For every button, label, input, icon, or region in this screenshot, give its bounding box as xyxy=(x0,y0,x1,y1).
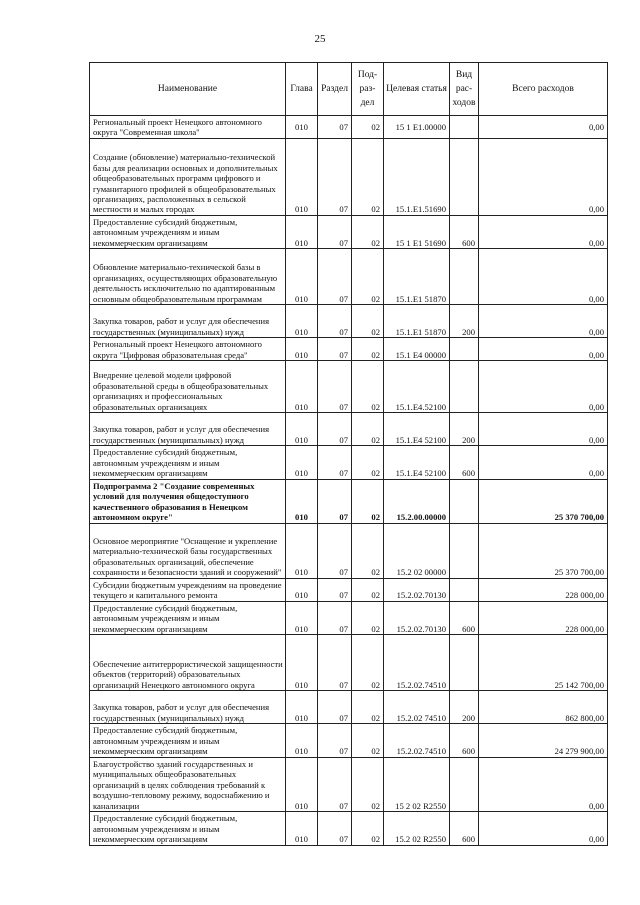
cell-target: 15.2.02.70130 xyxy=(384,601,450,634)
cell-total: 0,00 xyxy=(479,215,608,248)
cell-section: 07 xyxy=(318,338,352,361)
cell-name: Субсидии бюджетным учреждениям на проведение текущего и капитального ремонта xyxy=(90,578,286,601)
cell-subsection: 02 xyxy=(352,361,384,413)
cell-target: 15 1 E1 51690 xyxy=(384,215,450,248)
cell-total: 25 370 700,00 xyxy=(479,523,608,578)
cell-chapter: 010 xyxy=(286,757,318,811)
cell-target: 15.2 02 R2550 xyxy=(384,812,450,845)
table-row xyxy=(90,138,608,215)
cell-name: Благоустройство зданий государственных и муниципальных общеобразовательных организаций в целях соблюдения требований к воздушно-тепловому режиму, водоснабжению и канализации xyxy=(90,757,286,811)
header-row xyxy=(90,63,608,116)
cell-section: 07 xyxy=(318,691,352,724)
cell-subsection: 02 xyxy=(352,757,384,811)
table-row xyxy=(90,249,608,305)
table-row xyxy=(90,215,608,248)
cell-target: 15.2.02 74510 xyxy=(384,691,450,724)
cell-expense-type xyxy=(450,479,479,523)
table-row xyxy=(90,116,608,139)
cell-name: Предоставление субсидий бюджетным, автономным учреждениям и иным некоммерческим организациям xyxy=(90,215,286,248)
cell-total: 0,00 xyxy=(479,138,608,215)
table-row xyxy=(90,635,608,691)
cell-target: 15.2.02.74510 xyxy=(384,724,450,757)
cell-section: 07 xyxy=(318,249,352,305)
cell-name: Предоставление субсидий бюджетным, автономным учреждениям и иным некоммерческим организациям xyxy=(90,812,286,845)
cell-name: Внедрение целевой модели цифровой образовательной среды в общеобразовательных организациях и профессиональных образовательных организациях xyxy=(90,361,286,413)
cell-subsection: 02 xyxy=(352,724,384,757)
cell-chapter: 010 xyxy=(286,724,318,757)
table-row xyxy=(90,523,608,578)
cell-name: Закупка товаров, работ и услуг для обеспечения государственных (муниципальных) нужд xyxy=(90,413,286,446)
cell-expense-type: 200 xyxy=(450,305,479,338)
cell-name: Основное мероприятие "Оснащение и укрепление материально-технической базы государственных образовательных организаций, обеспечение сохранности и безопасности зданий и сооружений" xyxy=(90,523,286,578)
cell-name: Создание (обновление) материально-технической базы для реализации основных и дополнительных общеобразовательных программ цифрового и гуманитарного профилей в общеобразовательных организациях, расположенных в сельской местности и малых городах xyxy=(90,138,286,215)
cell-target: 15.2.02.70130 xyxy=(384,578,450,601)
page-number: 25 xyxy=(314,33,326,45)
cell-chapter: 010 xyxy=(286,138,318,215)
cell-expense-type: 600 xyxy=(450,215,479,248)
cell-expense-type: 200 xyxy=(450,413,479,446)
cell-expense-type xyxy=(450,523,479,578)
cell-name: Предоставление субсидий бюджетным, автономным учреждениям и иным некоммерческим организациям xyxy=(90,601,286,634)
header-total: Всего расходов xyxy=(479,63,608,116)
cell-total: 24 279 900,00 xyxy=(479,724,608,757)
cell-total: 0,00 xyxy=(479,812,608,845)
cell-subsection: 02 xyxy=(352,523,384,578)
cell-total: 0,00 xyxy=(479,446,608,479)
cell-subsection: 02 xyxy=(352,116,384,139)
table-row xyxy=(90,724,608,757)
cell-total: 25 142 700,00 xyxy=(479,635,608,691)
header-name: Наименование xyxy=(90,63,286,116)
cell-target: 15.1 E4 00000 xyxy=(384,338,450,361)
cell-chapter: 010 xyxy=(286,601,318,634)
cell-subsection: 02 xyxy=(352,691,384,724)
cell-chapter: 010 xyxy=(286,812,318,845)
cell-chapter: 010 xyxy=(286,578,318,601)
cell-expense-type: 200 xyxy=(450,691,479,724)
cell-target: 15 2 02 R2550 xyxy=(384,757,450,811)
cell-subsection: 02 xyxy=(352,338,384,361)
cell-section: 07 xyxy=(318,215,352,248)
cell-total: 25 370 700,00 xyxy=(479,479,608,523)
cell-section: 07 xyxy=(318,138,352,215)
table-row xyxy=(90,305,608,338)
cell-total: 0,00 xyxy=(479,413,608,446)
cell-subsection: 02 xyxy=(352,812,384,845)
cell-name: Обновление материально-технической базы в организациях, осуществляющих образовательную деятельность исключительно по адаптированным основным общеобразовательным программам xyxy=(90,249,286,305)
cell-target: 15.1.E4.52100 xyxy=(384,361,450,413)
cell-chapter: 010 xyxy=(286,635,318,691)
table-row xyxy=(90,361,608,413)
budget-table xyxy=(89,62,608,846)
cell-subsection: 02 xyxy=(352,215,384,248)
table-row xyxy=(90,479,608,523)
cell-total: 0,00 xyxy=(479,116,608,139)
cell-expense-type xyxy=(450,635,479,691)
cell-section: 07 xyxy=(318,635,352,691)
cell-expense-type xyxy=(450,361,479,413)
cell-subsection: 02 xyxy=(352,479,384,523)
table-row xyxy=(90,691,608,724)
cell-expense-type: 600 xyxy=(450,446,479,479)
cell-target: 15.2.00.00000 xyxy=(384,479,450,523)
cell-section: 07 xyxy=(318,446,352,479)
cell-chapter: 010 xyxy=(286,116,318,139)
table-row xyxy=(90,812,608,845)
cell-total: 228 000,00 xyxy=(479,578,608,601)
cell-target: 15.2.02.74510 xyxy=(384,635,450,691)
cell-chapter: 010 xyxy=(286,361,318,413)
cell-chapter: 010 xyxy=(286,446,318,479)
cell-expense-type xyxy=(450,338,479,361)
cell-section: 07 xyxy=(318,724,352,757)
cell-expense-type xyxy=(450,249,479,305)
cell-target: 15 1 E1.00000 xyxy=(384,116,450,139)
cell-expense-type: 600 xyxy=(450,812,479,845)
cell-section: 07 xyxy=(318,116,352,139)
cell-name: Предоставление субсидий бюджетным, автономным учреждениям и иным некоммерческим организациям xyxy=(90,724,286,757)
cell-subsection: 02 xyxy=(352,578,384,601)
cell-section: 07 xyxy=(318,413,352,446)
cell-chapter: 010 xyxy=(286,479,318,523)
table-row xyxy=(90,578,608,601)
cell-section: 07 xyxy=(318,523,352,578)
cell-target: 15.2 02 00000 xyxy=(384,523,450,578)
cell-name: Закупка товаров, работ и услуг для обеспечения государственных (муниципальных) нужд xyxy=(90,305,286,338)
cell-chapter: 010 xyxy=(286,523,318,578)
cell-total: 862 800,00 xyxy=(479,691,608,724)
cell-section: 07 xyxy=(318,601,352,634)
cell-subsection: 02 xyxy=(352,249,384,305)
cell-section: 07 xyxy=(318,578,352,601)
cell-chapter: 010 xyxy=(286,338,318,361)
cell-section: 07 xyxy=(318,812,352,845)
table-row xyxy=(90,413,608,446)
table-row xyxy=(90,446,608,479)
cell-target: 15.1.E1.51690 xyxy=(384,138,450,215)
cell-total: 0,00 xyxy=(479,305,608,338)
cell-section: 07 xyxy=(318,479,352,523)
cell-name: Закупка товаров, работ и услуг для обеспечения государственных (муниципальных) нужд xyxy=(90,691,286,724)
cell-name: Предоставление субсидий бюджетным, автономным учреждениям и иным некоммерческим организациям xyxy=(90,446,286,479)
cell-total: 0,00 xyxy=(479,361,608,413)
cell-chapter: 010 xyxy=(286,215,318,248)
cell-total: 0,00 xyxy=(479,249,608,305)
cell-subsection: 02 xyxy=(352,138,384,215)
header-section: Раздел xyxy=(318,63,352,116)
cell-section: 07 xyxy=(318,757,352,811)
table-row xyxy=(90,601,608,634)
cell-expense-type xyxy=(450,757,479,811)
cell-subsection: 02 xyxy=(352,601,384,634)
cell-chapter: 010 xyxy=(286,691,318,724)
table-row xyxy=(90,757,608,811)
cell-section: 07 xyxy=(318,305,352,338)
header-subsection: Под-раз-дел xyxy=(352,63,384,116)
cell-subsection: 02 xyxy=(352,413,384,446)
cell-name: Региональный проект Ненецкого автономного округа "Цифровая образовательная среда" xyxy=(90,338,286,361)
cell-chapter: 010 xyxy=(286,305,318,338)
cell-target: 15.1.E4 52100 xyxy=(384,446,450,479)
cell-expense-type: 600 xyxy=(450,724,479,757)
cell-section: 07 xyxy=(318,361,352,413)
header-chapter: Глава xyxy=(286,63,318,116)
cell-name: Обеспечение антитеррористической защищенности объектов (территорий) образовательных организаций Ненецкого автономного округа xyxy=(90,635,286,691)
cell-expense-type: 600 xyxy=(450,601,479,634)
header-expense-type: Вид рас-ходов xyxy=(450,63,479,116)
cell-name: Подпрограмма 2 "Создание современных условий для получения общедоступного качественного образования в Ненецком автономном округе" xyxy=(90,479,286,523)
cell-total: 0,00 xyxy=(479,757,608,811)
cell-target: 15.1.E4 52100 xyxy=(384,413,450,446)
cell-total: 0,00 xyxy=(479,338,608,361)
cell-expense-type xyxy=(450,116,479,139)
cell-expense-type xyxy=(450,578,479,601)
cell-expense-type xyxy=(450,138,479,215)
table-body xyxy=(90,116,608,846)
cell-target: 15.1.E1 51870 xyxy=(384,249,450,305)
table-row xyxy=(90,338,608,361)
header-target: Целевая статья xyxy=(384,63,450,116)
cell-name: Региональный проект Ненецкого автономного округа "Современная школа" xyxy=(90,116,286,139)
cell-subsection: 02 xyxy=(352,446,384,479)
cell-subsection: 02 xyxy=(352,305,384,338)
cell-target: 15.1.E1 51870 xyxy=(384,305,450,338)
cell-subsection: 02 xyxy=(352,635,384,691)
cell-chapter: 010 xyxy=(286,413,318,446)
cell-total: 228 000,00 xyxy=(479,601,608,634)
cell-chapter: 010 xyxy=(286,249,318,305)
